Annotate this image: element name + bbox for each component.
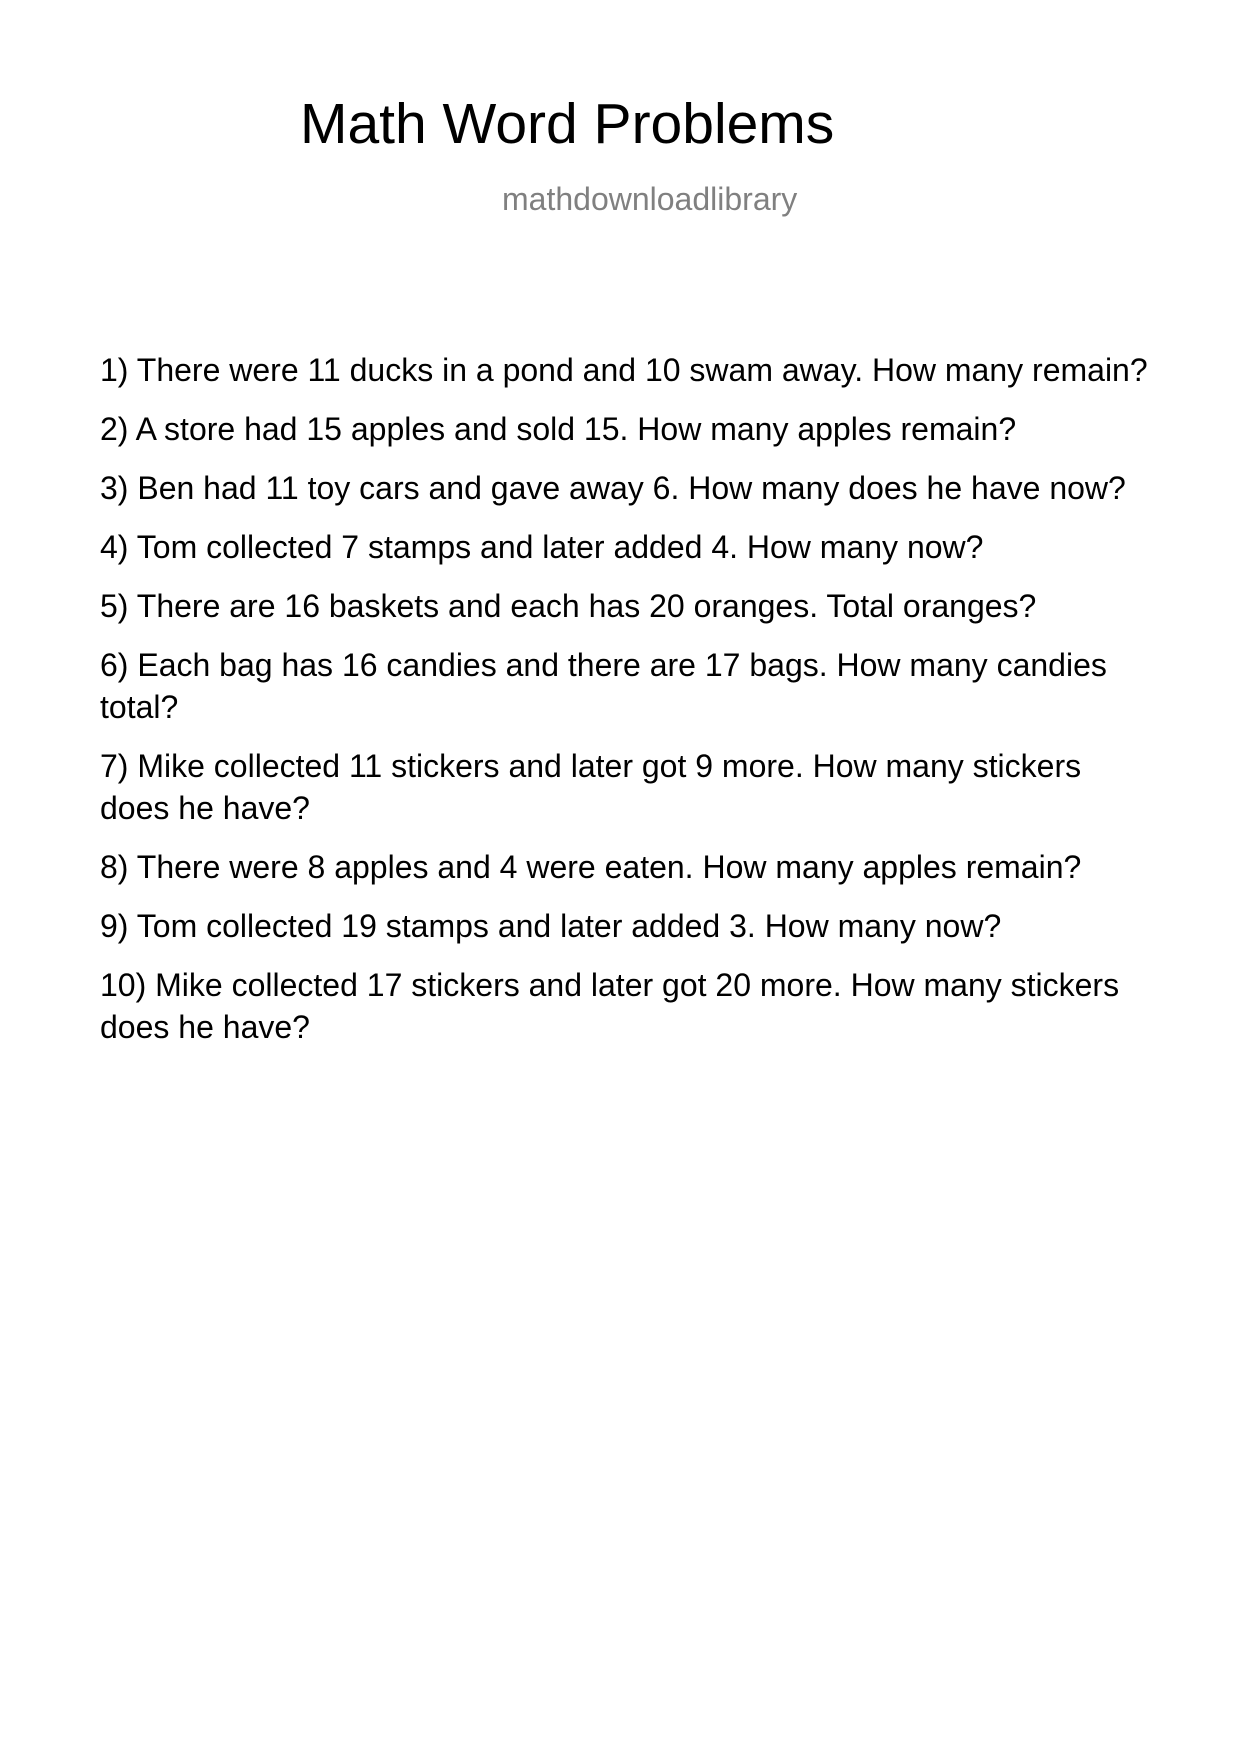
problem-item-8: 8) There were 8 apples and 4 were eaten. How many apples remain? [100, 849, 1082, 885]
problem-item-2: 2) A store had 15 apples and sold 15. How many apples remain? [100, 411, 1017, 447]
problem-item-4: 4) Tom collected 7 stamps and later added 4. How many now? [100, 529, 984, 565]
source-subtitle: mathdownloadlibrary [502, 181, 798, 217]
page-title: Math Word Problems [300, 92, 835, 156]
problem-list [100, 349, 1150, 1065]
problem-item-3: 3) Ben had 11 toy cars and gave away 6. How many does he have now? [100, 470, 1126, 506]
problem-item-5: 5) There are 16 baskets and each has 20 oranges. Total oranges? [100, 588, 1037, 624]
problem-item-9: 9) Tom collected 19 stamps and later added 3. How many now? [100, 908, 1002, 944]
problem-item-6: 6) Each bag has 16 candies and there are 17 bags. How many candies total? [100, 647, 1107, 725]
problem-item-10: 10) Mike collected 17 stickers and later got 20 more. How many stickers does he have? [100, 967, 1120, 1045]
problem-item-7: 7) Mike collected 11 stickers and later got 9 more. How many stickers does he have? [100, 748, 1082, 826]
problem-item-1: 1) There were 11 ducks in a pond and 10 swam away. How many remain? [100, 352, 1148, 388]
